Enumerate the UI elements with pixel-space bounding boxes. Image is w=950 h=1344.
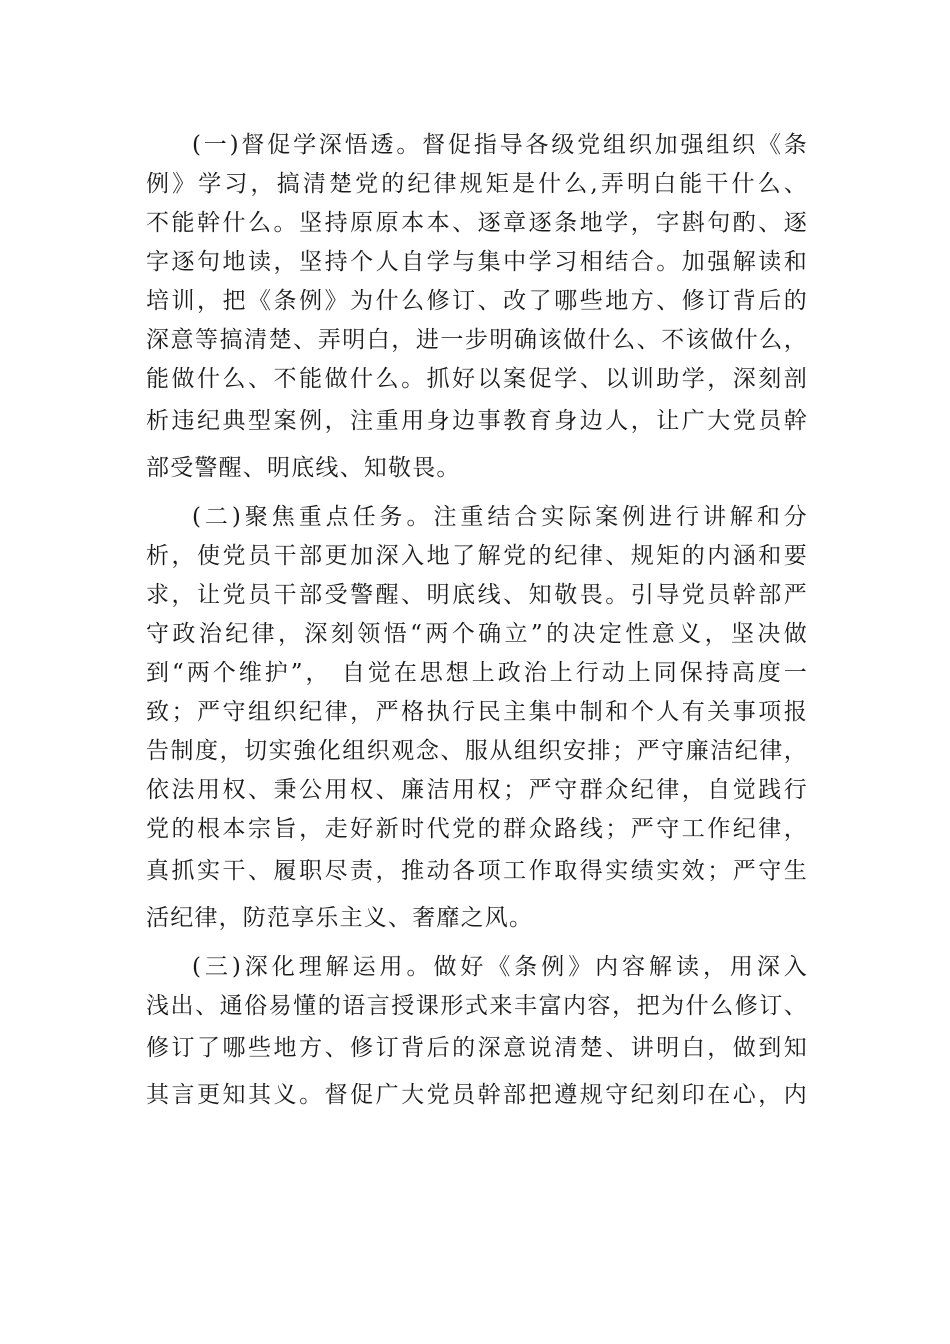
text-line: (一)督促学深悟透。督促指导各级党组织加强组织《条 — [192, 132, 808, 158]
text-line: 依法用权、秉公用权、廉洁用权；严守群众纪律，自觉践行 — [146, 777, 808, 803]
text-line: 其言更知其义。督促广大党员幹部把遵规守纪刻印在心，内 — [146, 1082, 808, 1108]
text-line: 到“两个维护”， 自觉在思想上政治上行动上同保持高度一 — [146, 660, 808, 686]
text-line: 真抓实干、履职尽责，推动各项工作取得实绩实效；严守生 — [146, 858, 808, 884]
text-line: 深意等搞清楚、弄明白，进一步明确该做什么、不该做什么， — [146, 327, 808, 353]
text-line: 致；严守组织纪律，严格执行民主集中制和个人有关事项报 — [146, 699, 808, 725]
text-line: 告制度，切实強化组织观念、服从组织安排；严守廉洁纪律， — [146, 738, 808, 764]
text-line: 培训，把《条例》为什么修订、改了哪些地方、修订背后的 — [146, 288, 808, 314]
text-line: 析，使党员干部更加深入地了解党的纪律、规矩的内涵和要 — [146, 543, 808, 569]
text-line: 党的根本宗旨，走好新时代党的群众路线；严守工作纪律， — [146, 816, 808, 842]
text-line: 活纪律，防范享乐主义、奢靡之风。 — [146, 905, 534, 931]
text-line: 部受警醒、明底线、知敬畏。 — [146, 455, 461, 481]
text-line: 浅出、通俗易懂的语言授课形式来丰富内容，把为什么修订、 — [146, 993, 808, 1019]
text-line: 不能幹什么。坚持原原本本、逐章逐条地学，字斟句酌、逐 — [146, 210, 808, 236]
text-line: 例》学习，搞清楚党的纪律规矩是什么,弄明白能干什么、 — [146, 171, 808, 197]
text-line: 字逐句地读，坚持个人自学与集中学习相结合。加强解读和 — [146, 249, 808, 275]
text-line: 能做什么、不能做什么。抓好以案促学、以训助学，深刻剖 — [146, 366, 808, 392]
text-line: 求，让党员干部受警醒、明底线、知敬畏。引导党员幹部严 — [146, 582, 808, 608]
text-line: (二)聚焦重点任务。注重结合实际案例进行讲解和分 — [192, 504, 808, 530]
text-line: (三)深化理解运用。做好《条例》内容解读，用深入 — [192, 954, 808, 980]
text-line: 析违纪典型案例，注重用身边事教育身边人，让广大党员幹 — [146, 408, 808, 434]
text-line: 守政治纪律，深刻领悟“两个确立”的决定性意义，坚决做 — [146, 621, 808, 647]
text-line: 修订了哪些地方、修订背后的深意说清楚、讲明白，做到知 — [146, 1035, 808, 1061]
